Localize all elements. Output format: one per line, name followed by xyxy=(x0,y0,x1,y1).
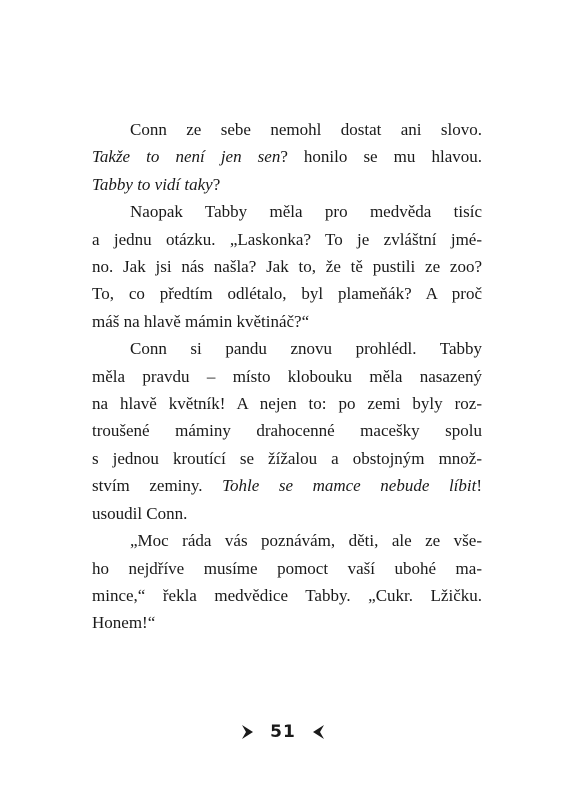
text-line xyxy=(92,143,482,170)
text-line xyxy=(92,171,482,198)
text-line xyxy=(92,500,482,527)
text-line xyxy=(92,609,482,636)
text-line xyxy=(92,226,482,253)
text-segment: troušené máminy drahocenné macešky spolu xyxy=(92,421,482,441)
chevron-left-icon xyxy=(310,723,326,741)
text-line xyxy=(92,555,482,582)
text-line xyxy=(92,308,482,335)
text-segment: máš na hlavě mámin květináč?“ xyxy=(92,311,310,331)
text-line xyxy=(92,527,482,554)
text-segment: ? honilo se mu hlavou. xyxy=(280,147,482,167)
page-body xyxy=(92,116,482,637)
text-segment: Conn ze sebe nemohl dostat ani slovo. xyxy=(130,120,482,139)
text-segment: měla pravdu – místo klobouku měla nasazený xyxy=(92,366,482,386)
text-segment: no. Jak jsi nás našla? Jak to, že tě pustili ze zoo? xyxy=(92,257,482,277)
text-segment: ! xyxy=(476,476,483,496)
italic-text: jen sen xyxy=(220,147,281,167)
text-line xyxy=(92,417,482,444)
text-segment: s jednou kroutící se žížalou a obstojným množ- xyxy=(92,448,482,468)
text-line xyxy=(92,472,482,499)
text-line xyxy=(92,335,482,362)
text-segment: Conn si pandu znovu prohlédl. Tabby xyxy=(130,339,482,359)
text-line xyxy=(92,280,482,307)
italic-text: Tabby to vidí taky xyxy=(92,174,213,194)
text-line xyxy=(92,116,482,143)
italic-text: Takže to není xyxy=(92,147,221,167)
text-line xyxy=(92,445,482,472)
italic-text: Tohle se mamce nebude líbit xyxy=(222,476,477,496)
paragraph xyxy=(92,527,482,637)
page-footer xyxy=(0,722,566,742)
text-line xyxy=(92,582,482,609)
text-line xyxy=(92,253,482,280)
chevron-right-icon xyxy=(240,723,256,741)
text-segment: usoudil Conn. xyxy=(92,503,188,523)
text-segment: ? xyxy=(212,174,221,194)
text-segment: na hlavě květník! A nejen to: po zemi byly roz- xyxy=(92,394,482,414)
paragraph xyxy=(92,198,482,335)
text-line xyxy=(92,198,482,225)
text-segment: mince,“ řekla medvědice Tabby. „Cukr. Lžičku. xyxy=(92,585,482,605)
paragraph xyxy=(92,335,482,527)
text-segment: ho nejdříve musíme pomoct vaší ubohé ma- xyxy=(92,558,482,578)
text-segment: stvím zeminy. xyxy=(92,476,223,496)
text-segment: „Moc ráda vás poznávám, děti, ale ze vše- xyxy=(130,531,482,551)
text-line xyxy=(92,363,482,390)
page-number: 51 xyxy=(270,722,296,742)
text-segment: Naopak Tabby měla pro medvěda tisíc xyxy=(130,202,482,222)
text-segment: a jednu otázku. „Laskonka? To je zvláštní jmé- xyxy=(92,229,482,249)
paragraph xyxy=(92,116,482,198)
text-line xyxy=(92,390,482,417)
text-segment: Honem!“ xyxy=(92,613,156,633)
text-segment: To, co předtím odlétalo, byl plameňák? A proč xyxy=(92,284,482,304)
